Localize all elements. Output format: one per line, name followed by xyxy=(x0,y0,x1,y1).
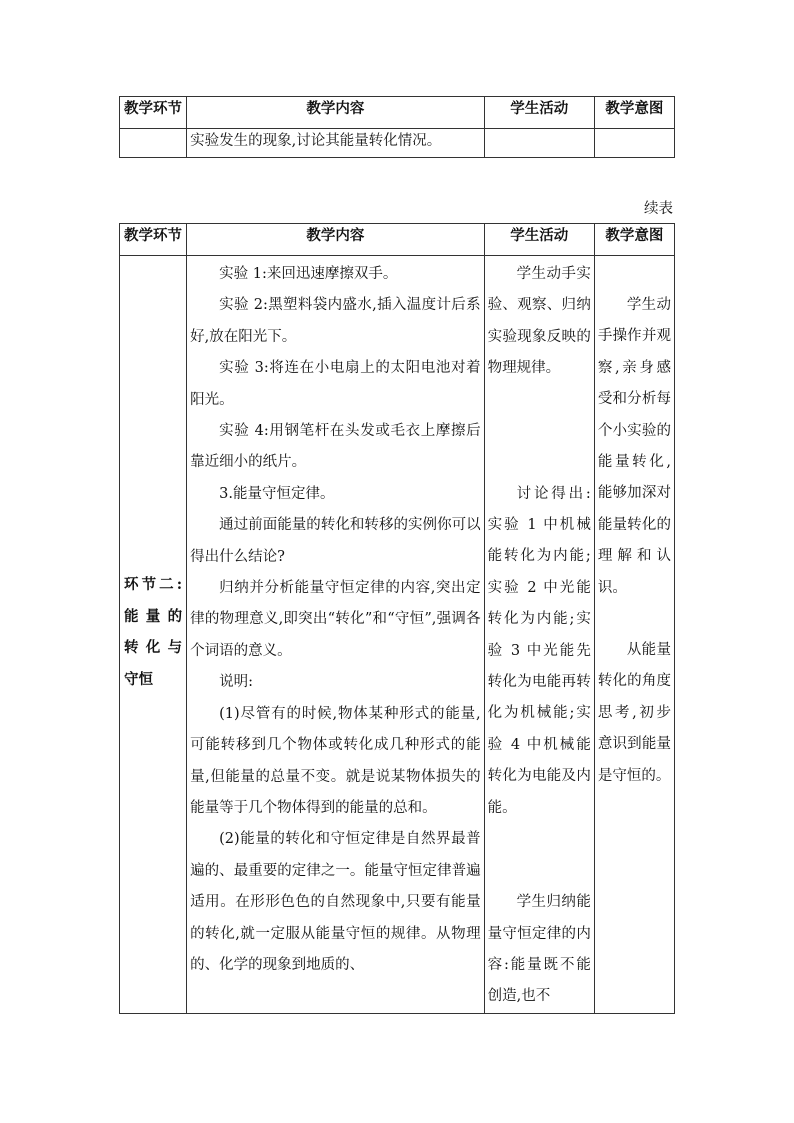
stage-line: 转 化 与 xyxy=(124,639,183,656)
paragraph: 学生归纳能量守恒定律的内容:能量既不能创造,也不 xyxy=(487,894,591,1005)
stage-cell xyxy=(120,256,187,1014)
intent-text xyxy=(595,256,674,792)
table-row xyxy=(120,129,675,158)
paragraph: 学生动手操作并观察,亲身感受和分析每个小实验的能量转化,能够加深对能量转化的理解和认识。 xyxy=(597,297,671,596)
spacer xyxy=(488,385,591,479)
paragraph: 讨论得出:实验 1 中机械能转化为内能;实验 2 中光能转化为内能;实验 3 中光能先转化为电能再转化为机械能;实验 4 中机械能转化为电能及内能。 xyxy=(487,485,591,816)
content-text xyxy=(187,256,484,981)
header-stage: 教学环节 xyxy=(120,224,187,256)
paragraph: 实验 3:将连在小电扇上的太阳电池对着阳光。 xyxy=(190,360,481,408)
paragraph: 实验 2:黑塑料袋内盛水,插入温度计后系好,放在阳光下。 xyxy=(190,297,481,345)
intent-cell xyxy=(594,256,674,1014)
header-intent: 教学意图 xyxy=(594,224,674,256)
activity-cell xyxy=(484,129,594,158)
activity-text xyxy=(485,256,594,1013)
lesson-table-top xyxy=(119,96,675,158)
paragraph: 实验 4:用钢笔杆在头发或毛衣上摩擦后靠近细小的纸片。 xyxy=(190,423,481,471)
paragraph: 通过前面能量的转化和转移的实例你可以得出什么结论? xyxy=(190,517,481,565)
stage-line: 能 量 的 xyxy=(124,607,183,625)
spacer xyxy=(598,604,671,635)
header-content: 教学内容 xyxy=(187,97,485,129)
paragraph: 3.能量守恒定律。 xyxy=(219,485,335,502)
paragraph: 实验 1:来回迅速摩擦双手。 xyxy=(219,266,398,282)
activity-cell xyxy=(484,256,594,1014)
stage-line: 守恒 xyxy=(124,670,153,688)
header-activity: 学生活动 xyxy=(484,224,594,256)
intent-cell xyxy=(594,129,674,158)
content-cell xyxy=(187,129,485,158)
paragraph: 从能量转化的角度思考,初步意识到能量是守恒的。 xyxy=(597,642,671,784)
stage-label xyxy=(120,256,186,695)
paragraph: 学生动手实验、观察、归纳实验现象反映的物理规律。 xyxy=(487,266,591,377)
content-text: 实验发生的现象,讨论其能量转化情况。 xyxy=(190,133,442,149)
continued-label: 续表 xyxy=(644,201,673,217)
table-row xyxy=(120,256,675,1014)
header-row xyxy=(120,224,675,256)
stage-line: 环节二: xyxy=(124,576,183,593)
header-intent: 教学意图 xyxy=(594,97,674,129)
header-stage: 教学环节 xyxy=(120,97,187,129)
stage-cell xyxy=(120,129,187,158)
paragraph: 说明: xyxy=(219,674,253,691)
lesson-table-continued xyxy=(119,223,675,1014)
paragraph: 归纳并分析能量守恒定律的内容,突出定律的物理意义,即突出“转化”和“守恒”,强调各个词语的意义。 xyxy=(190,580,481,659)
spacer xyxy=(488,824,591,887)
paragraph: (2)能量的转化和守恒定律是自然界最普遍的、最重要的定律之一。能量守恒定律普遍适用。在形形色色的自然现象中,只要有能量的转化,就一定服从能量守恒的规律。从物理的、化学的现象到地质的、 xyxy=(190,831,481,973)
header-activity: 学生活动 xyxy=(484,97,594,129)
header-row xyxy=(120,97,675,129)
content-cell xyxy=(187,256,485,1014)
header-content: 教学内容 xyxy=(187,224,485,256)
paragraph: (1)尽管有的时候,物体某种形式的能量,可能转移到几个物体或转化成几种形式的能量,但能量的总量不变。就是说某物体损失的能量等于几个物体得到的能量的总和。 xyxy=(190,705,481,816)
